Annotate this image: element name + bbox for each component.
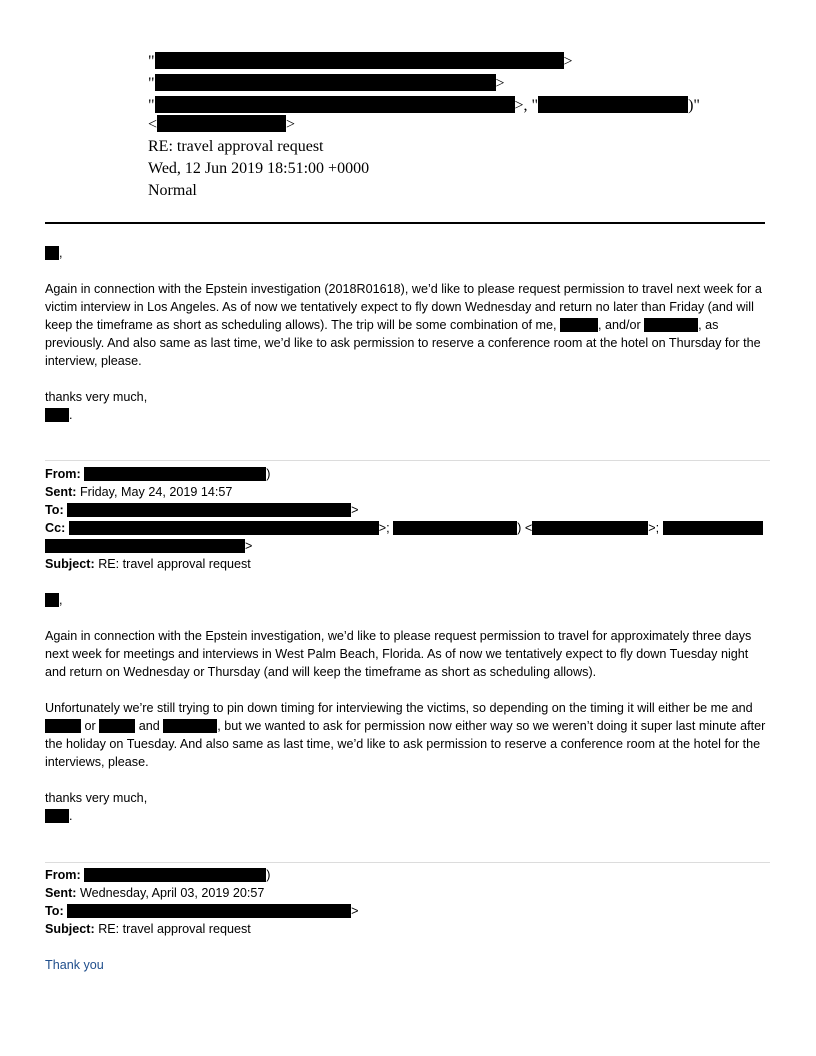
redaction bbox=[99, 719, 135, 733]
redaction bbox=[532, 521, 648, 535]
subject-value: RE: travel approval request bbox=[148, 138, 324, 155]
date-value: Wed, 12 Jun 2019 18:51:00 +0000 bbox=[148, 160, 370, 177]
redaction bbox=[538, 96, 688, 113]
redaction bbox=[45, 539, 245, 553]
message2-subject-row: Subject: RE: travel approval request bbox=[45, 557, 251, 571]
message-separator bbox=[45, 862, 770, 863]
redaction bbox=[560, 318, 598, 332]
redaction bbox=[663, 521, 763, 535]
redaction bbox=[163, 719, 217, 733]
message3-from-row: From: ) bbox=[45, 868, 271, 882]
message2-paragraph-1: Again in connection with the Epstein investigation, we’d like to please request permission to travel for approximately three days next week for meetings and interviews in West Palm Beach, Florida. As of now we tentatively expect to fly down Tuesday night and return on Wednesday or Thursday (and will keep the timeframe as short as scheduling allows). bbox=[45, 629, 752, 679]
header-divider bbox=[45, 222, 765, 224]
closing: thanks very much, bbox=[45, 390, 148, 404]
message2-cc-row: Cc: >; ) < >; bbox=[45, 519, 770, 537]
redaction bbox=[84, 868, 266, 882]
redaction bbox=[45, 593, 59, 607]
redaction bbox=[45, 408, 69, 422]
message3-body: Thank you bbox=[45, 958, 104, 972]
redaction bbox=[45, 809, 69, 823]
redaction bbox=[69, 521, 379, 535]
redaction bbox=[644, 318, 698, 332]
redaction bbox=[393, 521, 517, 535]
message2-from-row: From: ) bbox=[45, 467, 271, 481]
message2-body bbox=[45, 591, 770, 825]
message2-paragraph-2: Unfortunately we’re still trying to pin down timing for interviewing the victims, so depending on the timing it will either be me and or and , but we wanted to ask for permission now either way so we weren’t doing it super last minute after the holiday on Tuesday. And also same as last time, we’d like to ask permission to reserve a conference room at the hotel for the interviews, please. bbox=[45, 701, 766, 769]
greeting: , bbox=[45, 591, 770, 609]
message1-body bbox=[45, 244, 770, 424]
message2-to-row: To: > bbox=[45, 503, 359, 517]
redaction bbox=[45, 246, 59, 260]
message3-sent-row: Sent: Wednesday, April 03, 2019 20:57 bbox=[45, 886, 265, 900]
redaction bbox=[67, 503, 351, 517]
redaction bbox=[45, 719, 81, 733]
signature: . bbox=[45, 807, 770, 825]
redaction bbox=[84, 467, 266, 481]
redaction bbox=[157, 115, 286, 132]
redaction bbox=[155, 74, 496, 91]
message2-sent-row: Sent: Friday, May 24, 2019 14:57 bbox=[45, 485, 233, 499]
redaction bbox=[155, 96, 515, 113]
signature: . bbox=[45, 406, 770, 424]
redaction bbox=[155, 52, 564, 69]
closing: thanks very much, bbox=[45, 791, 148, 805]
message2-cc-row-cont: > bbox=[45, 537, 770, 555]
greeting: , bbox=[45, 244, 770, 262]
message3-to-row: To: > bbox=[45, 904, 359, 918]
message1-paragraph: Again in connection with the Epstein investigation (2018R01618), we’d like to please request permission to travel next week for a victim interview in Los Angeles. As of now we tentatively expect to fly down Wednesday and return no later than Friday (and will keep the timeframe as short as scheduling allows). The trip will be some combination of me, , and/or , as previously. And also same as last time, we’d like to ask permission to reserve a conference room at the hotel on Thursday for the interview, please. bbox=[45, 282, 762, 368]
message-separator bbox=[45, 460, 770, 461]
redaction bbox=[67, 904, 351, 918]
message3-subject-row: Subject: RE: travel approval request bbox=[45, 922, 251, 936]
importance-value: Normal bbox=[148, 182, 197, 199]
